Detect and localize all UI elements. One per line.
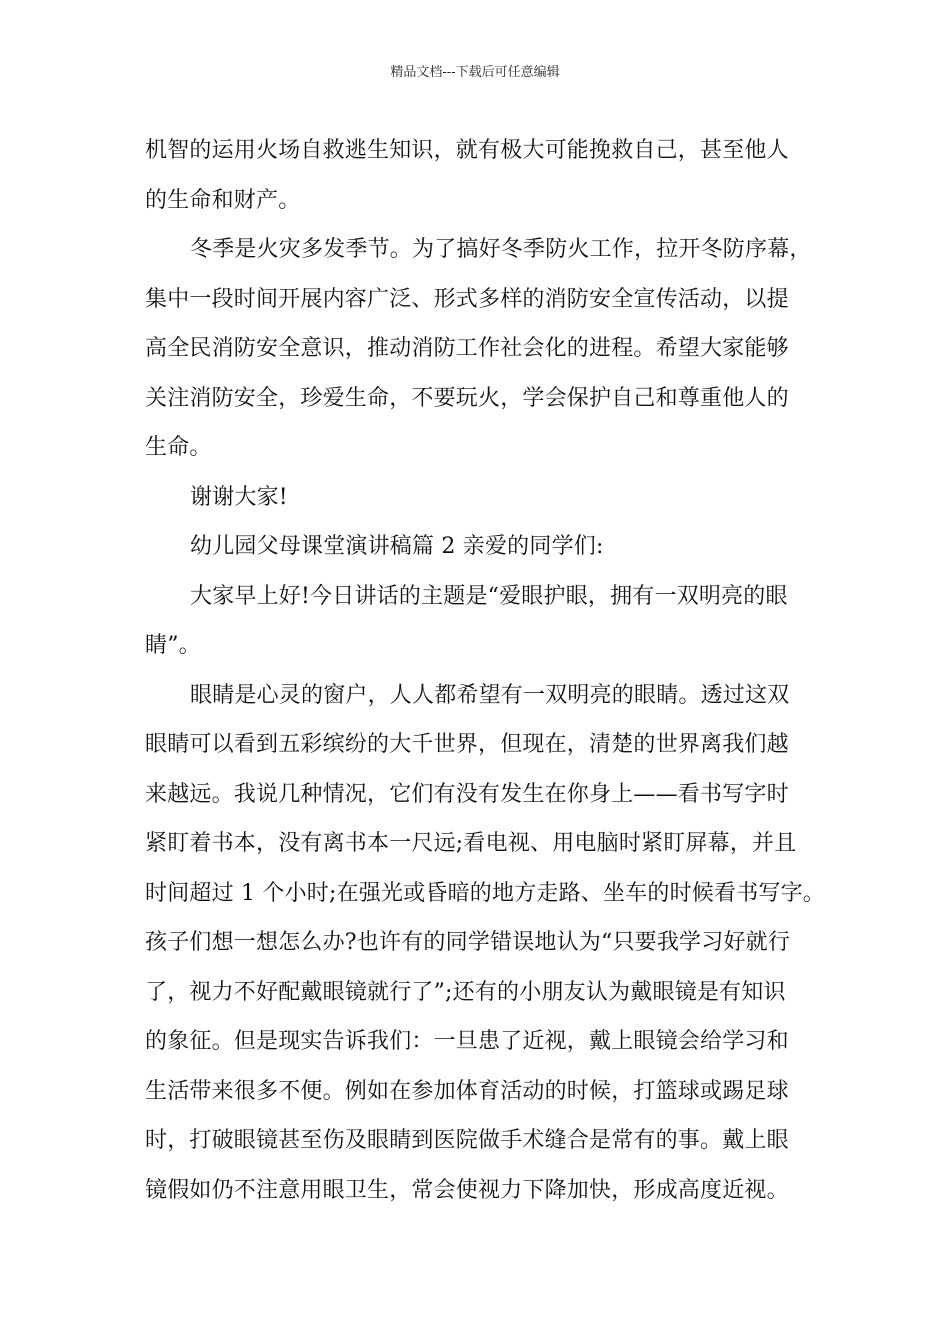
text-line: 集中一段时间开展内容广泛、形式多样的消防安全宣传活动，以提 [145, 286, 789, 312]
text-line: 生命。 [145, 435, 212, 460]
text-line: 了，视力不好配戴眼镜就行了”;还有的小朋友认为戴眼镜是有知识 [145, 979, 786, 1005]
text-line: 生活带来很多不便。例如在参加体育活动的时候，打篮球或踢足球 [145, 1078, 789, 1104]
document-body [145, 126, 825, 1215]
text-line: 关注消防安全，珍爱生命，不要玩火，学会保护自己和尊重他人的 [145, 385, 789, 411]
text-line: 谢谢大家! [190, 484, 288, 510]
text-line: 眼睛可以看到五彩缤纷的大千世界，但现在，清楚的世界离我们越 [145, 732, 789, 757]
text-line: 时间超过 1 个小时;在强光或昏暗的地方走路、坐车的时候看书写字。 [145, 880, 825, 906]
text-line: 睛”。 [145, 633, 201, 658]
text-line: 冬季是火灾多发季节。为了搞好冬季防火工作，拉开冬防序幕， [190, 237, 812, 262]
page-header: 精品文档---下载后可任意编辑 [390, 65, 560, 80]
text-line: 高全民消防安全意识，推动消防工作社会化的进程。希望大家能够 [145, 336, 789, 361]
text-line: 的象征。但是现实告诉我们：一旦患了近视，戴上眼镜会给学习和 [145, 1029, 789, 1054]
text-line: 的生命和财产。 [145, 187, 301, 213]
text-line: 紧盯着书本，没有离书本一尺远;看电视、用电脑时紧盯屏幕，并且 [145, 831, 797, 856]
text-line: 大家早上好!今日讲话的主题是“爱眼护眼，拥有一双明亮的眼 [190, 583, 788, 609]
text-line: 来越远。我说几种情况，它们有没有发生在你身上——看书写字时 [145, 781, 789, 807]
text-line: 眼睛是心灵的窗户，人人都希望有一双明亮的眼睛。透过这双 [190, 682, 790, 708]
text-line: 镜假如仍不注意用眼卫生，常会使视力下降加快，形成高度近视。 [145, 1177, 789, 1203]
text-line: 孩子们想一想怎么办?也许有的同学错误地认为“只要我学习好就行 [145, 930, 791, 955]
text-line: 幼儿园父母课堂演讲稿篇 2 亲爱的同学们: [190, 534, 604, 559]
text-line: 时，打破眼镜甚至伤及眼睛到医院做手术缝合是常有的事。戴上眼 [145, 1128, 789, 1153]
text-line: 机智的运用火场自救逃生知识，就有极大可能挽救自己，甚至他人 [145, 138, 789, 163]
